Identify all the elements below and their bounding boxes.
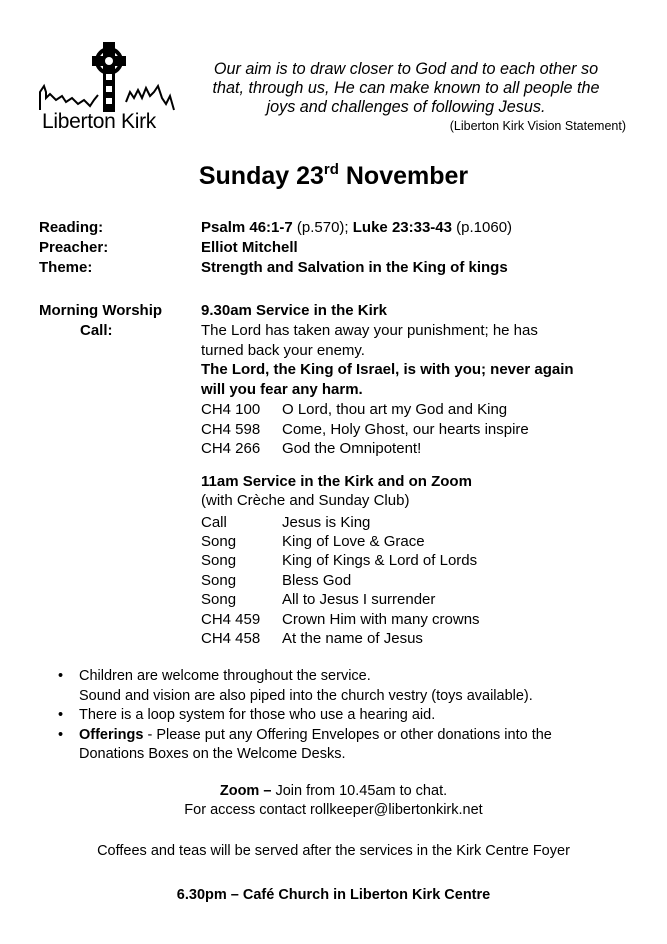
eleven-service-title: 11am Service in the Kirk and on Zoom [201,473,472,490]
vision-statement [188,60,624,117]
call-response: will you fear any harm. [201,381,363,398]
cafe-church-notice: 6.30pm – Café Church in Liberton Kirk Centre [176,887,491,903]
preacher-label: Preacher: [39,239,109,256]
logo-text: Liberton Kirk [42,110,156,133]
church-logo [38,40,188,140]
zoom-contact: For access contact rollkeeper@libertonkirk.net [184,802,483,818]
vision-line: Our aim is to draw closer to God and to each other so [213,60,599,78]
vision-citation: (Liberton Kirk Vision Statement) [449,119,626,133]
offerings-label: Offerings [79,726,144,743]
zoom-info: Zoom – Join from 10.45am to chat. [219,783,448,799]
call-text: turned back your enemy. [201,342,365,359]
bullet-icon: • [58,726,64,743]
bullet-icon: • [58,668,64,684]
theme-label: Theme: [39,259,93,276]
date-ordinal: rd [323,161,339,178]
reading-value: Psalm 46:1-7 (p.570); Luke 23:33-43 (p.1060) [201,219,513,236]
celtic-cross-skyline-icon [38,40,188,115]
call-label: Call: [80,322,113,339]
notices-list [58,667,618,765]
bullet-icon: • [58,707,64,723]
coffee-notice: Coffees and teas will be served after the services in the Kirk Centre Foyer [97,843,570,859]
reading-label: Reading: [39,219,104,236]
list-item: • There is a loop system for those who use a hearing aid. [58,706,618,726]
page-title: Sunday 23rd November [198,161,469,190]
vision-line: that, through us, He can make known to all people the [212,79,600,97]
list-item: • Children are welcome throughout the service. Sound and vision are also piped into the church vestry (toys available). [58,668,533,704]
vision-line: joys and challenges of following Jesus. [266,98,546,116]
preacher-value: Elliot Mitchell [201,239,298,256]
eleven-service-subtitle: (with Crèche and Sunday Club) [201,492,410,509]
morning-service-title: 9.30am Service in the Kirk [201,302,387,319]
morning-worship-label: Morning Worship [39,302,163,319]
call-text: The Lord has taken away your punishment; he has [201,322,538,339]
theme-value: Strength and Salvation in the King of kings [201,259,508,276]
call-response: The Lord, the King of Israel, is with you; never again [201,361,574,378]
list-item: • Offerings - Please put any Offering Envelopes or other donations into the Donations Boxes on the Welcome Desks. [58,726,552,762]
